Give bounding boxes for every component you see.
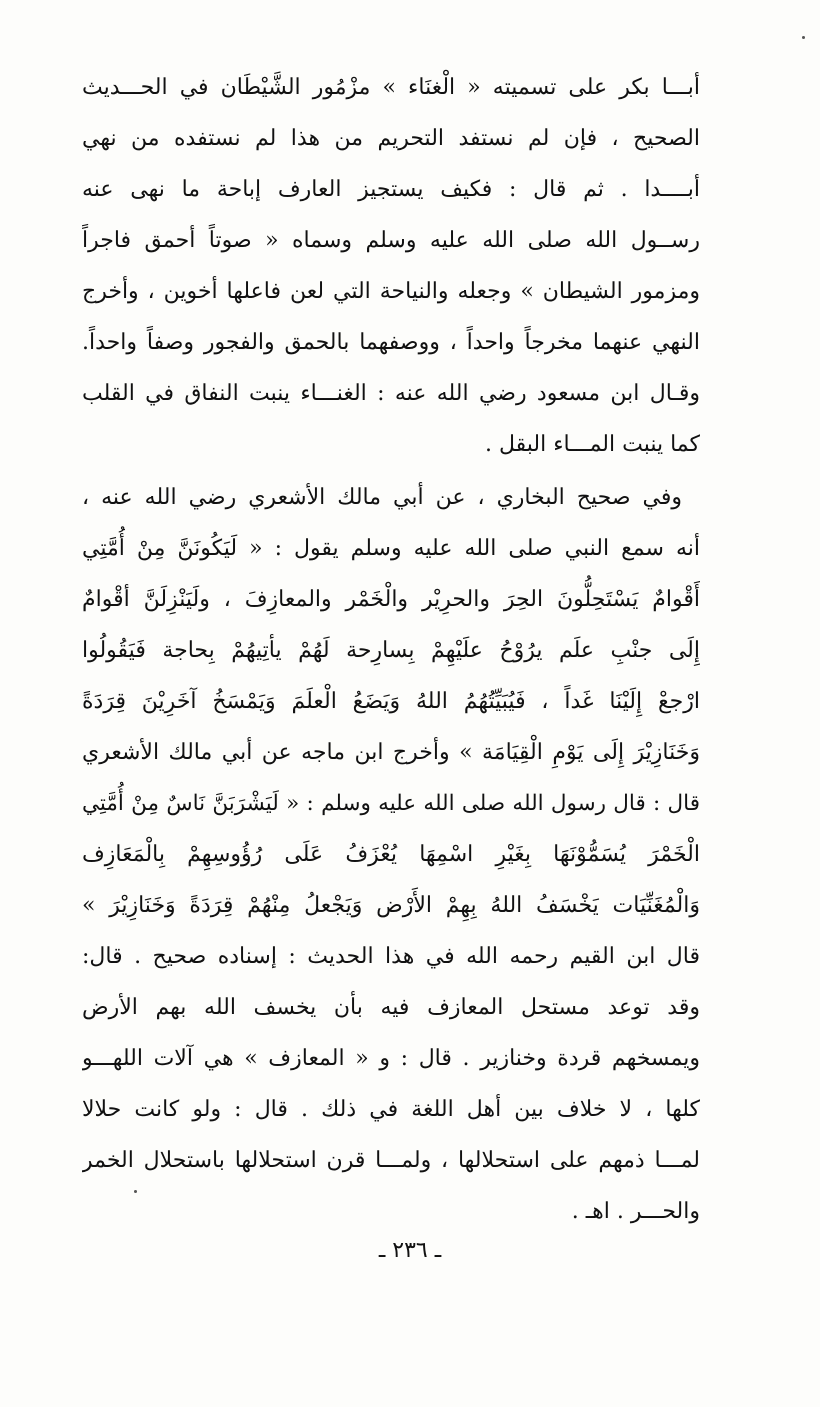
text-line: الْخَمْرَ يُسَمُّوْنَهَا بِغَيْرِ اسْمِهَا يُعْزَفُ عَلَى رُؤُوسِهِمْ بِالْمَعَازِف (82, 842, 700, 867)
text-line: كما ينبت المـــاء البقل . (484, 432, 700, 457)
text-line: وفي صحيح البخاري ، عن أبي مالك الأشعري رضي الله عنه ، (82, 485, 682, 510)
text-line: ارْجعْ إِلَيْنَا غَداً ، فَيُبَيِّتُهُمُ اللهُ وَيَضَعُ الْعلَمَ وَيَمْسَخُ آخَرِيْنَ قِرَدَةً (82, 689, 700, 714)
text-line: ويمسخهم قردة وخنازير . قال : و « المعازف » هي آلات اللهـــو (82, 1046, 700, 1071)
text-line: أنه سمع النبي صلى الله عليه وسلم يقول : « لَيَكُونَنَّ مِنْ أُمَّتِي (82, 536, 700, 561)
text-line: رســول الله صلى الله عليه وسلم وسماه « صوتاً أحمق فاجراً (82, 228, 700, 253)
text-line: كلها ، لا خلاف بين أهل اللغة في ذلك . قال : ولو كانت حلالا (82, 1097, 700, 1122)
paragraph-2 (82, 472, 700, 1237)
text-line: وَالْمُغَنِّيَات يَخْسَفُ اللهُ بِهِمْ الأَرْض وَيَجْعلُ مِنْهُمْ قِرَدَةً وَخَنَازِيْرَ » (82, 893, 700, 918)
scan-speck (802, 36, 805, 39)
text-line: أبــــدا . ثم قال : فكيف يستجيز العارف إباحة ما نهى عنه (82, 177, 700, 202)
text-line: ومزمور الشيطان » وجعله والنياحة التي لعن فاعلها أخوين ، وأخرج (82, 279, 700, 304)
text-line: إِلَى جنْبِ علَم يرُوْحُ علَيْهِمْ بِسارِحة لَهُمْ يأتِيهُمْ بِحاجة فَيَقُولُوا (82, 638, 700, 663)
text-line: أَقْوامٌ يَسْتَحِلُّونَ الحِرَ والحرِيْر والْخَمْر والمعازِفَ ، ولَيَنْزِلَنَّ أقْوامٌ (82, 587, 700, 612)
text-line: والحـــر . اهـ . (571, 1199, 700, 1224)
text-line: النهي عنهما مخرجاً واحداً ، ووصفهما بالحمق والفجور وصفاً واحداً. (82, 330, 700, 355)
text-line: وقد توعد مستحل المعازف فيه بأن يخسف الله بهم الأرض (82, 995, 700, 1020)
text-line: الصحيح ، فإن لم نستفد التحريم من هذا لم نستفده من نهي (82, 126, 700, 151)
page-number: ـ ٢٣٦ ـ (378, 1238, 442, 1263)
paragraph-1 (82, 62, 700, 470)
text-line: وقـال ابن مسعود رضي الله عنه : الغنـــاء ينبت النفاق في القلب (82, 381, 700, 406)
text-line: لمـــا ذمهم على استحلالها ، ولمـــا قرن استحلالها باستحلال الخمر (82, 1148, 700, 1173)
text-line: قال : قال رسول الله صلى الله عليه وسلم : « لَيَشْرَبَنَّ نَاسٌ مِنْ أُمَّتِي (82, 791, 700, 816)
text-line: أبـــا بكر على تسميته « الْغنَاء » مزْمُور الشَّيْطَان في الحـــديث (82, 75, 700, 100)
text-line: قال ابن القيم رحمه الله في هذا الحديث : إسناده صحيح . قال: (82, 944, 700, 969)
text-line: وَخَنَازِيْرَ إِلَى يَوْمِ الْقِيَامَة » وأخرج ابن ماجه عن أبي مالك الأشعري (82, 740, 700, 765)
